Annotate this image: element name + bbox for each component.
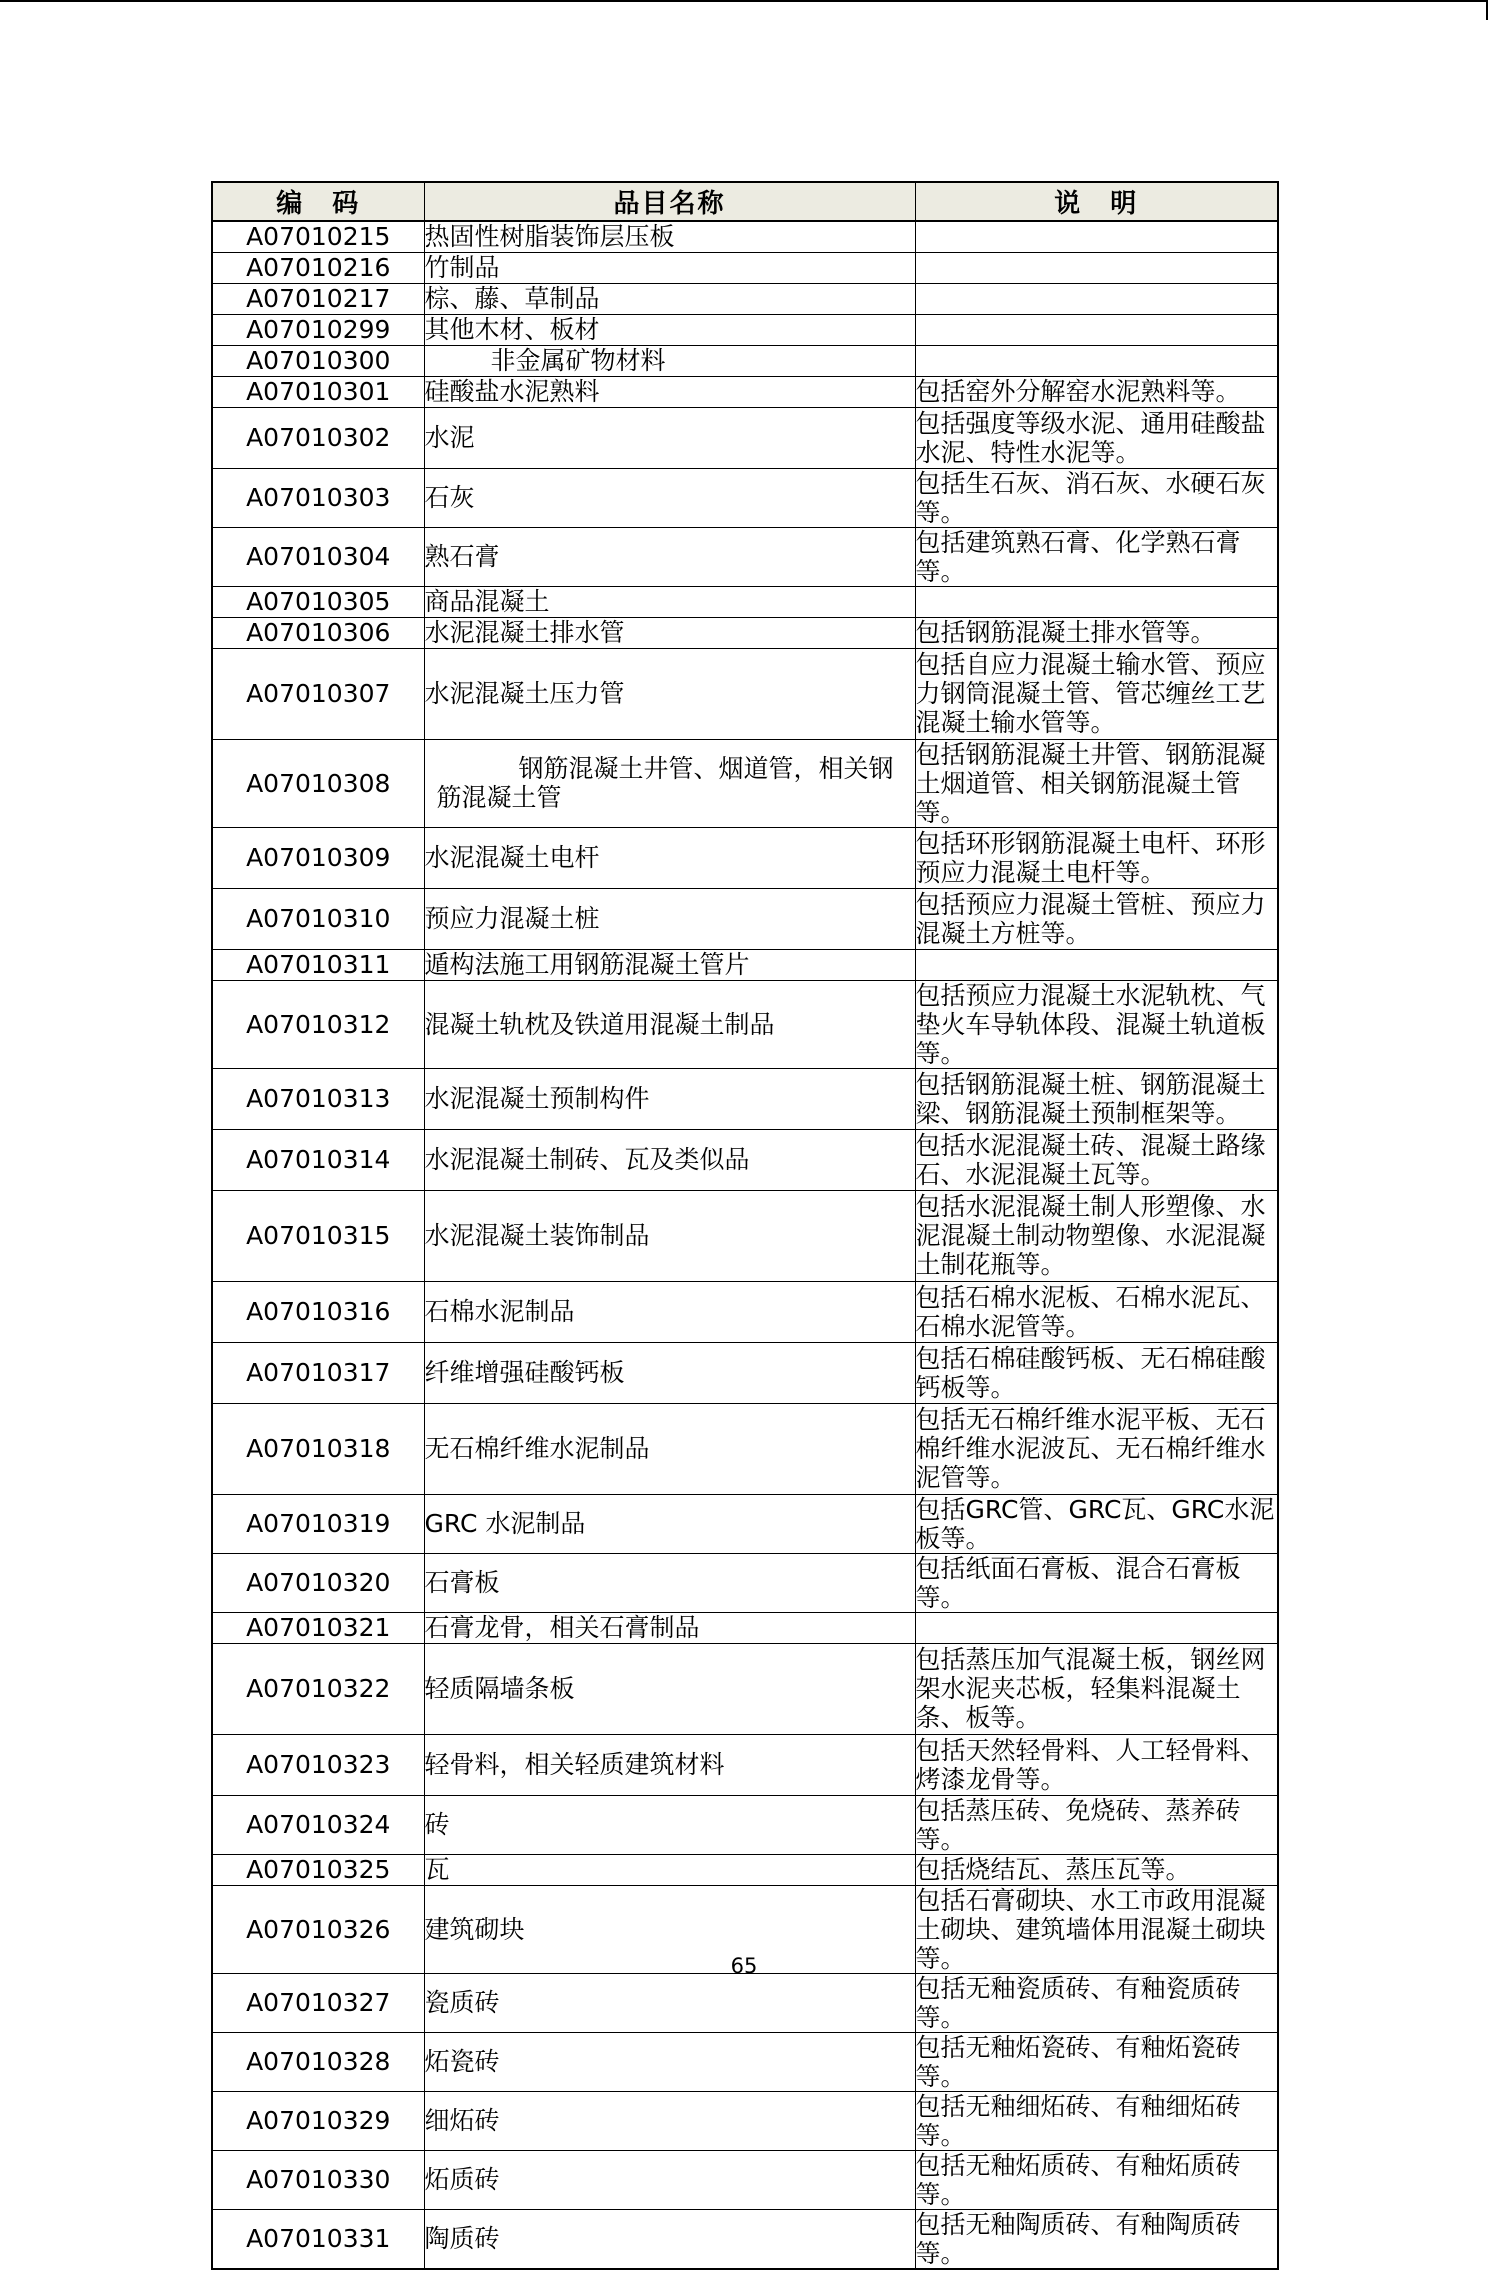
item-description: 包括纸面石膏板、混合石膏板等。 (915, 1553, 1278, 1612)
item-description: 包括石棉硅酸钙板、无石棉硅酸钙板等。 (915, 1342, 1278, 1403)
table-row (212, 221, 1278, 252)
item-name: 纤维增强硅酸钙板 (424, 1342, 915, 1403)
table-row (212, 888, 1278, 949)
item-description: 包括无釉炻质砖、有釉炻质砖等。 (915, 2150, 1278, 2209)
item-description (915, 221, 1278, 252)
table-row (212, 648, 1278, 739)
table-row (212, 617, 1278, 648)
item-description: 包括钢筋混凝土排水管等。 (915, 617, 1278, 648)
item-description: 包括无釉陶质砖、有釉陶质砖等。 (915, 2209, 1278, 2269)
item-code: A07010331 (212, 2209, 424, 2269)
item-name: 预应力混凝土桩 (424, 888, 915, 949)
item-name: 热固性树脂装饰层压板 (424, 221, 915, 252)
item-description: 包括建筑熟石膏、化学熟石膏等。 (915, 527, 1278, 586)
item-description: 包括天然轻骨料、人工轻骨料、烤漆龙骨等。 (915, 1734, 1278, 1795)
item-name: 水泥混凝土装饰制品 (424, 1190, 915, 1281)
item-name: 水泥混凝土预制构件 (424, 1068, 915, 1129)
item-name: 硅酸盐水泥熟料 (424, 376, 915, 407)
item-code: A07010306 (212, 617, 424, 648)
item-code: A07010309 (212, 827, 424, 888)
item-description (915, 586, 1278, 617)
item-name: 轻骨料，相关轻质建筑材料 (424, 1734, 915, 1795)
item-code: A07010217 (212, 283, 424, 314)
table-row (212, 2150, 1278, 2209)
item-description: 包括GRC管、GRC瓦、GRC水泥板等。 (915, 1494, 1278, 1553)
table-row (212, 1494, 1278, 1553)
item-name: 水泥混凝土制砖、瓦及类似品 (424, 1129, 915, 1190)
item-code: A07010316 (212, 1281, 424, 1342)
item-code: A07010319 (212, 1494, 424, 1553)
item-code: A07010320 (212, 1553, 424, 1612)
item-code: A07010326 (212, 1885, 424, 1973)
item-code: A07010313 (212, 1068, 424, 1129)
table-row (212, 739, 1278, 827)
page-number: 65 (730, 1954, 758, 1978)
table-row (212, 1612, 1278, 1643)
item-code: A07010302 (212, 407, 424, 468)
table-row (212, 1734, 1278, 1795)
item-code: A07010303 (212, 468, 424, 527)
item-code: A07010317 (212, 1342, 424, 1403)
table-row (212, 2032, 1278, 2091)
item-description: 包括生石灰、消石灰、水硬石灰等。 (915, 468, 1278, 527)
item-name: 轻质隔墙条板 (424, 1643, 915, 1734)
item-name: 熟石膏 (424, 527, 915, 586)
item-description: 包括水泥混凝土砖、混凝土路缘石、水泥混凝土瓦等。 (915, 1129, 1278, 1190)
item-description: 包括强度等级水泥、通用硅酸盐水泥、特性水泥等。 (915, 407, 1278, 468)
table-row (212, 1129, 1278, 1190)
item-code: A07010314 (212, 1129, 424, 1190)
item-name: 水泥 (424, 407, 915, 468)
item-name: 石灰 (424, 468, 915, 527)
table-row (212, 2091, 1278, 2150)
item-name: 石棉水泥制品 (424, 1281, 915, 1342)
table-row (212, 314, 1278, 345)
item-code: A07010215 (212, 221, 424, 252)
item-name: 非金属矿物材料 (424, 345, 915, 376)
item-name: 水泥混凝土电杆 (424, 827, 915, 888)
item-description: 包括预应力混凝土管桩、预应力混凝土方桩等。 (915, 888, 1278, 949)
table-row (212, 1190, 1278, 1281)
item-code: A07010305 (212, 586, 424, 617)
item-code: A07010299 (212, 314, 424, 345)
item-code: A07010323 (212, 1734, 424, 1795)
item-code: A07010216 (212, 252, 424, 283)
item-description: 包括钢筋混凝土桩、钢筋混凝土梁、钢筋混凝土预制框架等。 (915, 1068, 1278, 1129)
item-name: 瓷质砖 (424, 1973, 915, 2032)
item-code: A07010330 (212, 2150, 424, 2209)
item-description: 包括环形钢筋混凝土电杆、环形预应力混凝土电杆等。 (915, 827, 1278, 888)
table-row (212, 1342, 1278, 1403)
table-row (212, 1553, 1278, 1612)
item-name: 其他木材、板材 (424, 314, 915, 345)
item-description: 包括石棉水泥板、石棉水泥瓦、石棉水泥管等。 (915, 1281, 1278, 1342)
item-name: 陶质砖 (424, 2209, 915, 2269)
header-row (212, 182, 1278, 221)
table-row (212, 1403, 1278, 1494)
item-name: 混凝土轨枕及铁道用混凝土制品 (424, 980, 915, 1068)
item-code: A07010322 (212, 1643, 424, 1734)
item-description (915, 949, 1278, 980)
item-code: A07010324 (212, 1795, 424, 1854)
item-description: 包括钢筋混凝土井管、钢筋混凝土烟道管、相关钢筋混凝土管等。 (915, 739, 1278, 827)
item-name: 无石棉纤维水泥制品 (424, 1403, 915, 1494)
item-name: 瓦 (424, 1854, 915, 1885)
item-code: A07010301 (212, 376, 424, 407)
item-code: A07010318 (212, 1403, 424, 1494)
table-row (212, 827, 1278, 888)
item-description: 包括烧结瓦、蒸压瓦等。 (915, 1854, 1278, 1885)
item-code: A07010311 (212, 949, 424, 980)
item-description (915, 314, 1278, 345)
table-row (212, 252, 1278, 283)
table-row (212, 586, 1278, 617)
item-name: 竹制品 (424, 252, 915, 283)
item-name: 炻瓷砖 (424, 2032, 915, 2091)
item-code: A07010307 (212, 648, 424, 739)
item-name: 建筑砌块 (424, 1885, 915, 1973)
top-border-line (0, 0, 1488, 2)
item-code: A07010308 (212, 739, 424, 827)
item-name: GRC 水泥制品 (424, 1494, 915, 1553)
table-row (212, 1973, 1278, 2032)
item-code: A07010321 (212, 1612, 424, 1643)
table-row (212, 527, 1278, 586)
table-row (212, 1854, 1278, 1885)
item-description (915, 283, 1278, 314)
table-row (212, 376, 1278, 407)
item-code: A07010325 (212, 1854, 424, 1885)
item-name: 炻质砖 (424, 2150, 915, 2209)
item-name: 棕、藤、草制品 (424, 283, 915, 314)
item-code: A07010310 (212, 888, 424, 949)
item-name: 水泥混凝土压力管 (424, 648, 915, 739)
item-code: A07010315 (212, 1190, 424, 1281)
item-description: 包括自应力混凝土输水管、预应力钢筒混凝土管、管芯缠丝工艺混凝土输水管等。 (915, 648, 1278, 739)
header-item-name: 品目名称 (424, 182, 915, 221)
table-row (212, 980, 1278, 1068)
item-description (915, 345, 1278, 376)
item-description: 包括蒸压加气混凝土板，钢丝网架水泥夹芯板，轻集料混凝土条、板等。 (915, 1643, 1278, 1734)
item-code: A07010312 (212, 980, 424, 1068)
item-name: 商品混凝土 (424, 586, 915, 617)
item-code: A07010327 (212, 1973, 424, 2032)
item-description: 包括窑外分解窑水泥熟料等。 (915, 376, 1278, 407)
item-description (915, 252, 1278, 283)
table-row (212, 407, 1278, 468)
table-row (212, 1795, 1278, 1854)
item-description: 包括无釉细炻砖、有釉细炻砖等。 (915, 2091, 1278, 2150)
table-row (212, 1281, 1278, 1342)
item-name: 细炻砖 (424, 2091, 915, 2150)
header-description: 说 明 (915, 182, 1278, 221)
item-code: A07010304 (212, 527, 424, 586)
item-name: 石膏板 (424, 1553, 915, 1612)
item-description: 包括水泥混凝土制人形塑像、水泥混凝土制动物塑像、水泥混凝土制花瓶等。 (915, 1190, 1278, 1281)
item-name: 水泥混凝土排水管 (424, 617, 915, 648)
item-description: 包括无釉瓷质砖、有釉瓷质砖等。 (915, 1973, 1278, 2032)
item-description: 包括预应力混凝土水泥轨枕、气垫火车导轨体段、混凝土轨道板等。 (915, 980, 1278, 1068)
item-code: A07010329 (212, 2091, 424, 2150)
table-row (212, 2209, 1278, 2269)
item-name: 钢筋混凝土井管、烟道管，相关钢筋混凝土管 (424, 739, 915, 827)
item-name: 石膏龙骨，相关石膏制品 (424, 1612, 915, 1643)
item-description: 包括蒸压砖、免烧砖、蒸养砖等。 (915, 1795, 1278, 1854)
item-code: A07010300 (212, 345, 424, 376)
item-description: 包括无釉炻瓷砖、有釉炻瓷砖等。 (915, 2032, 1278, 2091)
table-row (212, 345, 1278, 376)
header-code: 编 码 (212, 182, 424, 221)
table-row (212, 1643, 1278, 1734)
table-row (212, 468, 1278, 527)
item-description: 包括无石棉纤维水泥平板、无石棉纤维水泥波瓦、无石棉纤维水泥管等。 (915, 1403, 1278, 1494)
table-row (212, 949, 1278, 980)
item-description (915, 1612, 1278, 1643)
table-row (212, 283, 1278, 314)
item-description: 包括石膏砌块、水工市政用混凝土砌块、建筑墙体用混凝土砌块等。 (915, 1885, 1278, 1973)
item-name: 遁构法施工用钢筋混凝土管片 (424, 949, 915, 980)
item-name: 砖 (424, 1795, 915, 1854)
item-code: A07010328 (212, 2032, 424, 2091)
table-row (212, 1068, 1278, 1129)
